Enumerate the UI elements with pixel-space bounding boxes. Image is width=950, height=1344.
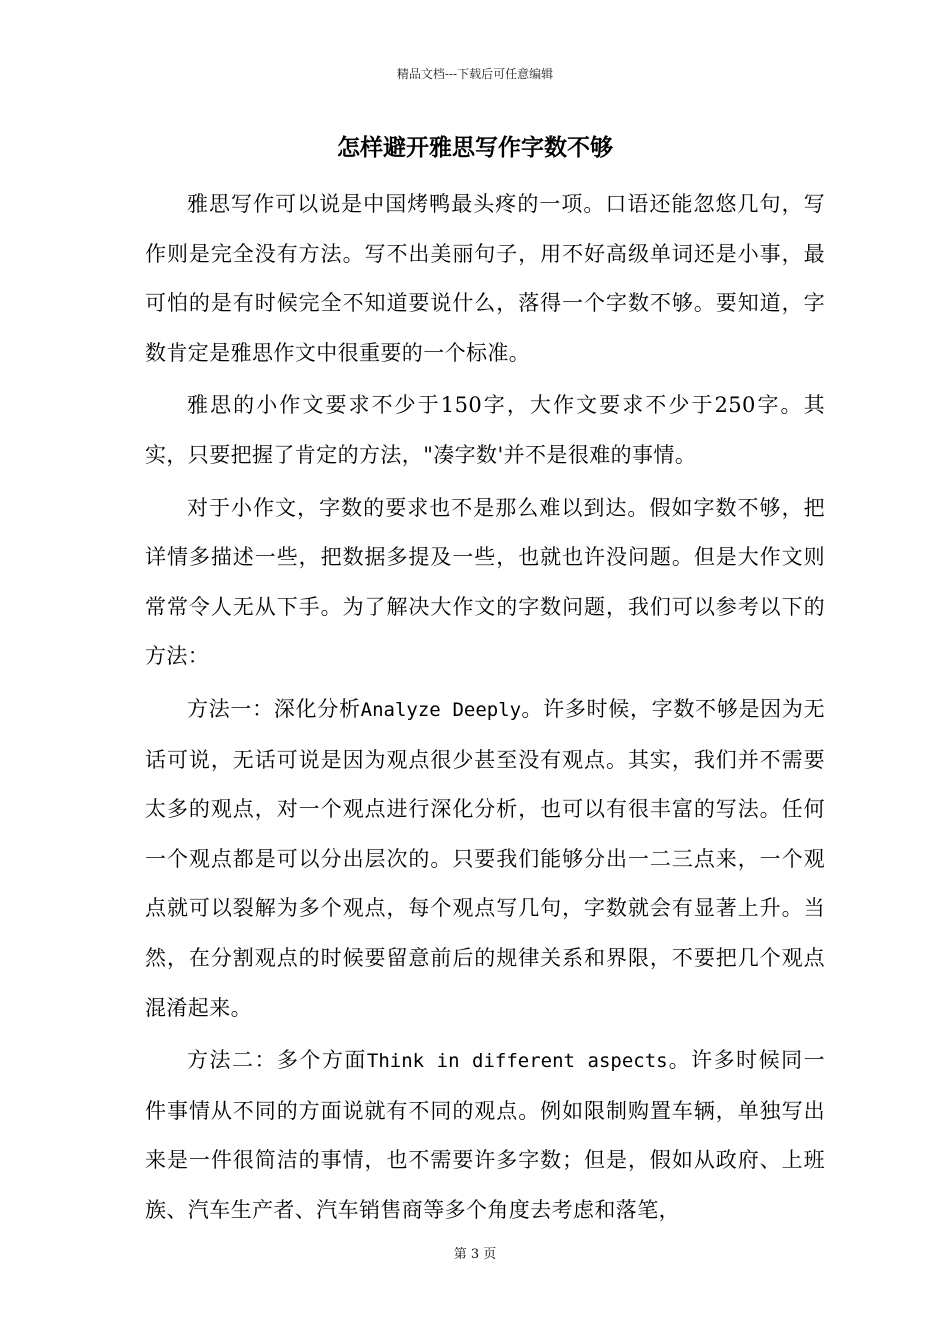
page-header: 精品文档---下载后可任意编辑 [396,67,554,81]
paragraph-text: 。许多时候，字数不够是因为无话可说，无话可说是因为观点很少甚至没有观点。其实，我们并不需要太多的观点，对一个观点进行深化分析，也可以有很丰富的写法。任何一个观点都是可以分出层次的。只要我们能够分出一二三点来，一个观点就可以裂解为多个观点，每个观点写几句，字数就会有显著上升。当然，在分割观点的时候要留意前后的规律关系和界限，不要把几个观点混淆起来。 [145,696,825,1020]
method-label: 方法二：多个方面 [187,1048,367,1073]
paragraph-3 [145,484,825,682]
page-number: 第 3 页 [453,1247,497,1262]
english-term: Analyze Deeply [360,698,522,721]
document-body [145,180,825,1238]
paragraph-4 [145,685,825,1033]
paragraph-text: 。许多时候同一件事情从不同的方面说就有不同的观点。例如限制购置车辆，单独写出来是一件很简洁的事情，也不需要许多字数；但是，假如从政府、上班族、汽车生产者、汽车销售商等多个角度去考虑和落笔， [145,1048,826,1222]
paragraph-1 [145,180,825,378]
paragraph-2 [145,381,825,480]
method-label: 方法一：深化分析 [187,696,361,721]
paragraph-text: 雅思的小作文要求不少于150字，大作文要求不少于250字。其实，只要把握了肯定的方法，"凑字数'并不是很难的事情。 [145,393,825,467]
document-title: 怎样避开雅思写作字数不够 [337,134,613,161]
paragraph-5 [145,1036,825,1235]
paragraph-text: 对于小作文，字数的要求也不是那么难以到达。假如字数不够，把详情多描述一些，把数据多提及一些，也就也许没问题。但是大作文则常常令人无从下手。为了解决大作文的字数问题，我们可以参考以下的方法： [145,495,825,669]
english-term: Think in different aspects [366,1050,668,1073]
paragraph-text: 雅思写作可以说是中国烤鸭最头疼的一项。口语还能忽悠几句，写作则是完全没有方法。写不出美丽句子，用不好高级单词还是小事，最可怕的是有时候完全不知道要说什么，落得一个字数不够。要知道，字数肯定是雅思作文中很重要的一个标准。 [145,192,825,365]
